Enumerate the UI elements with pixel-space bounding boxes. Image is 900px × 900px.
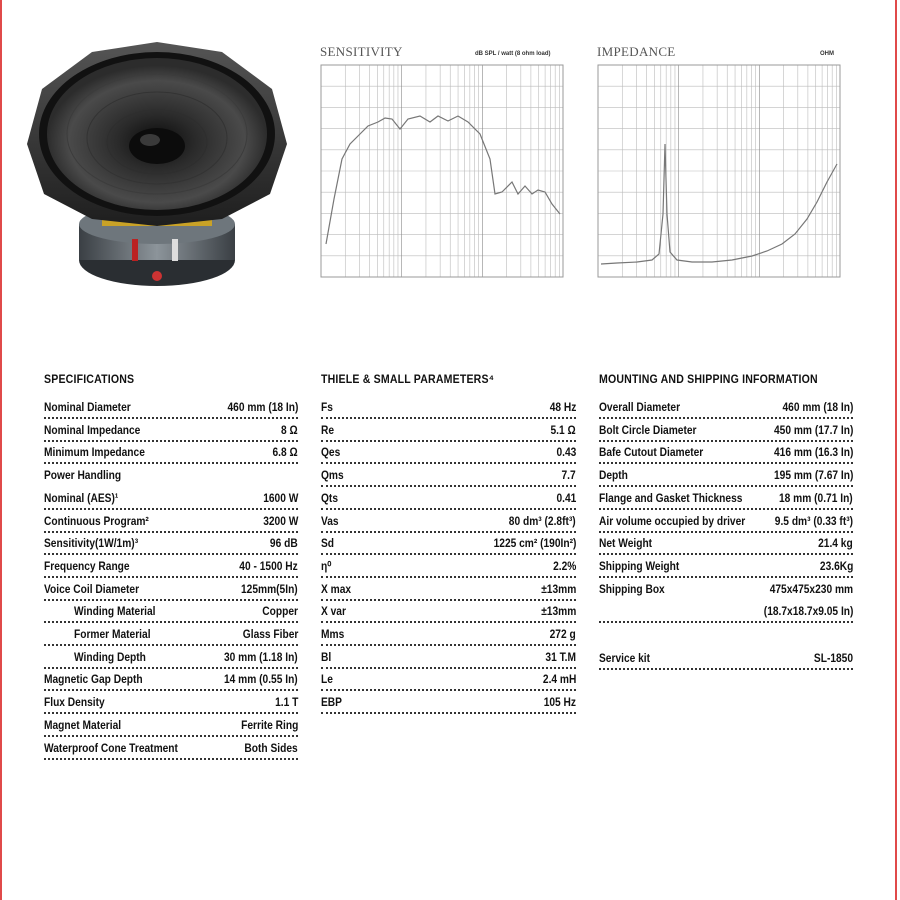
row-label: Qms [321,468,344,483]
row-value: 5.1 Ω [550,422,576,437]
row-label: Net Weight [599,536,653,551]
table-row [599,399,853,419]
table-row [44,467,298,485]
row-value: 1600 W [262,490,298,505]
table-row [599,490,853,510]
row-label: Sd [321,536,335,551]
row-value: 1225 cm² (190In²) [493,536,576,551]
row-label: Air volume occupied by driver [599,513,746,528]
row-value: Ferrite Ring [240,717,298,732]
specifications-title: SPECIFICATIONS [44,372,135,386]
row-value: 9.5 dm³ (0.33 ft³) [774,513,853,528]
row-label: Former Material [74,627,151,641]
table-row [321,581,576,601]
row-label: Overall Diameter [599,400,681,414]
row-label: Frequency Range [44,558,130,573]
row-label: Magnet Material [44,717,122,732]
table-row [321,626,576,646]
row-value: 31 T.M [545,649,576,664]
table-row [599,535,853,555]
row-label: Flange and Gasket Thickness [599,490,743,505]
table-row [321,444,576,464]
table-row [44,717,298,737]
row-label: Flux Density [44,695,105,710]
row-value: 7.7 [561,468,576,483]
row-label: EBP [321,695,342,710]
row-label: Continuous Program² [44,513,149,528]
table-row [44,422,298,442]
row-value: 14 mm (0.55 In) [224,672,298,687]
row-label: Shipping Weight [599,558,680,573]
table-row [44,581,298,601]
table-row [44,490,298,510]
row-label: Winding Material [74,604,156,619]
row-value: 2.4 mH [542,672,576,687]
row-label: Bolt Circle Diameter [599,422,697,437]
table-row [321,490,576,510]
row-label: Sensitivity(1W/1m)³ [44,536,139,551]
service-kit-label: Service kit [599,651,651,665]
row-value: 416 mm (16.3 In) [773,445,853,460]
table-row [44,649,298,669]
sensitivity-unit: dB SPL / watt (8 ohm load) [475,51,551,57]
row-value: 1.1 T [274,695,298,710]
impedance-plot [597,64,841,282]
table-row [44,399,298,419]
row-label: Bl [321,649,332,664]
row-value: 40 - 1500 Hz [239,558,298,573]
row-label: Nominal Impedance [44,422,141,437]
row-value: 23.6Kg [819,558,853,573]
sensitivity-curve [326,116,560,244]
row-label: Minimum Impedance [44,445,145,460]
sensitivity-plot [320,64,564,282]
sensitivity-title: SENSITIVITY [320,44,403,59]
row-label: Qes [321,445,341,460]
row-value: 2.2% [552,558,576,573]
row-value: 0.43 [556,445,576,460]
row-label: Bafe Cutout Diameter [599,445,704,460]
table-row [44,558,298,578]
row-label: Qts [321,490,339,505]
mounting-section [599,372,853,665]
table-row [321,467,576,487]
row-value: (18.7x18.7x9.05 In) [763,604,853,619]
table-row [321,513,576,533]
thiele-small-title: THIELE & SMALL PARAMETERS⁴ [321,372,495,386]
table-row [321,535,576,555]
impedance-title: IMPEDANCE [597,44,676,59]
table-row [44,694,298,714]
table-row [44,626,298,646]
table-row [321,558,576,578]
row-value: 460 mm (18 In) [227,400,298,414]
table-row [599,422,853,442]
table-row [599,558,853,578]
table-row [599,513,853,533]
row-value: 96 dB [270,536,298,551]
service-kit-value: SL-1850 [813,651,853,665]
row-label: Re [321,422,335,437]
row-value: 30 mm (1.18 In) [224,649,298,664]
table-row [44,740,298,760]
row-label: Shipping Box [599,581,665,596]
row-value: 0.41 [556,490,576,505]
row-value: 450 mm (17.7 In) [773,422,853,437]
row-label: Power Handling [44,468,122,483]
row-value: 48 Hz [549,400,576,414]
mounting-title: MOUNTING AND SHIPPING INFORMATION [599,372,818,386]
table-row [321,649,576,669]
table-row [321,671,576,691]
row-value: ±13mm [540,604,576,619]
specifications-section [44,372,298,755]
page-border-right [895,0,897,900]
table-row [599,467,853,487]
row-label: Nominal Diameter [44,400,131,414]
table-row [599,581,853,599]
row-label: Le [321,672,333,687]
row-value: 18 mm (0.71 In) [779,490,853,505]
table-row [44,603,298,623]
table-row [44,444,298,464]
row-value: ±13mm [540,581,576,596]
row-label: η⁰ [321,558,332,573]
table-row [321,422,576,442]
row-value: 460 mm (18 In) [782,400,853,414]
row-value: 3200 W [262,513,298,528]
impedance-unit: OHM [820,51,834,57]
row-value: 105 Hz [543,695,576,710]
row-value: 125mm(5In) [241,581,298,596]
row-label: Winding Depth [74,649,146,664]
table-row [599,603,853,623]
row-label: Mms [321,627,345,641]
row-label: Magnetic Gap Depth [44,672,143,687]
row-value: 21.4 kg [818,536,853,551]
row-value: 6.8 Ω [272,445,298,460]
row-label: Vas [321,513,339,528]
row-label: X max [321,581,352,596]
row-value: Copper [262,604,298,619]
table-row [44,671,298,691]
table-row [44,535,298,555]
service-kit-row [599,650,853,670]
row-label: Nominal (AES)¹ [44,490,119,505]
row-value: 8 Ω [281,422,298,437]
row-label: X var [321,604,346,619]
row-value: Glass Fiber [242,627,298,641]
row-value: 80 dm³ (2.8ft³) [509,513,576,528]
table-row [44,513,298,533]
page-border-left [0,0,2,900]
thiele-small-section [321,372,576,710]
row-label: Depth [599,468,628,483]
speaker-photo [22,34,292,299]
row-value: Both Sides [244,740,298,755]
row-value: 195 mm (7.67 In) [773,468,853,483]
row-label: Voice Coil Diameter [44,581,140,596]
row-value: 272 g [549,627,576,641]
table-row [321,399,576,419]
row-label: Waterproof Cone Treatment [44,740,178,755]
table-row [321,694,576,714]
row-label: Fs [321,400,333,414]
table-row [599,444,853,464]
row-value: 475x475x230 mm [769,581,853,596]
table-row [321,603,576,623]
